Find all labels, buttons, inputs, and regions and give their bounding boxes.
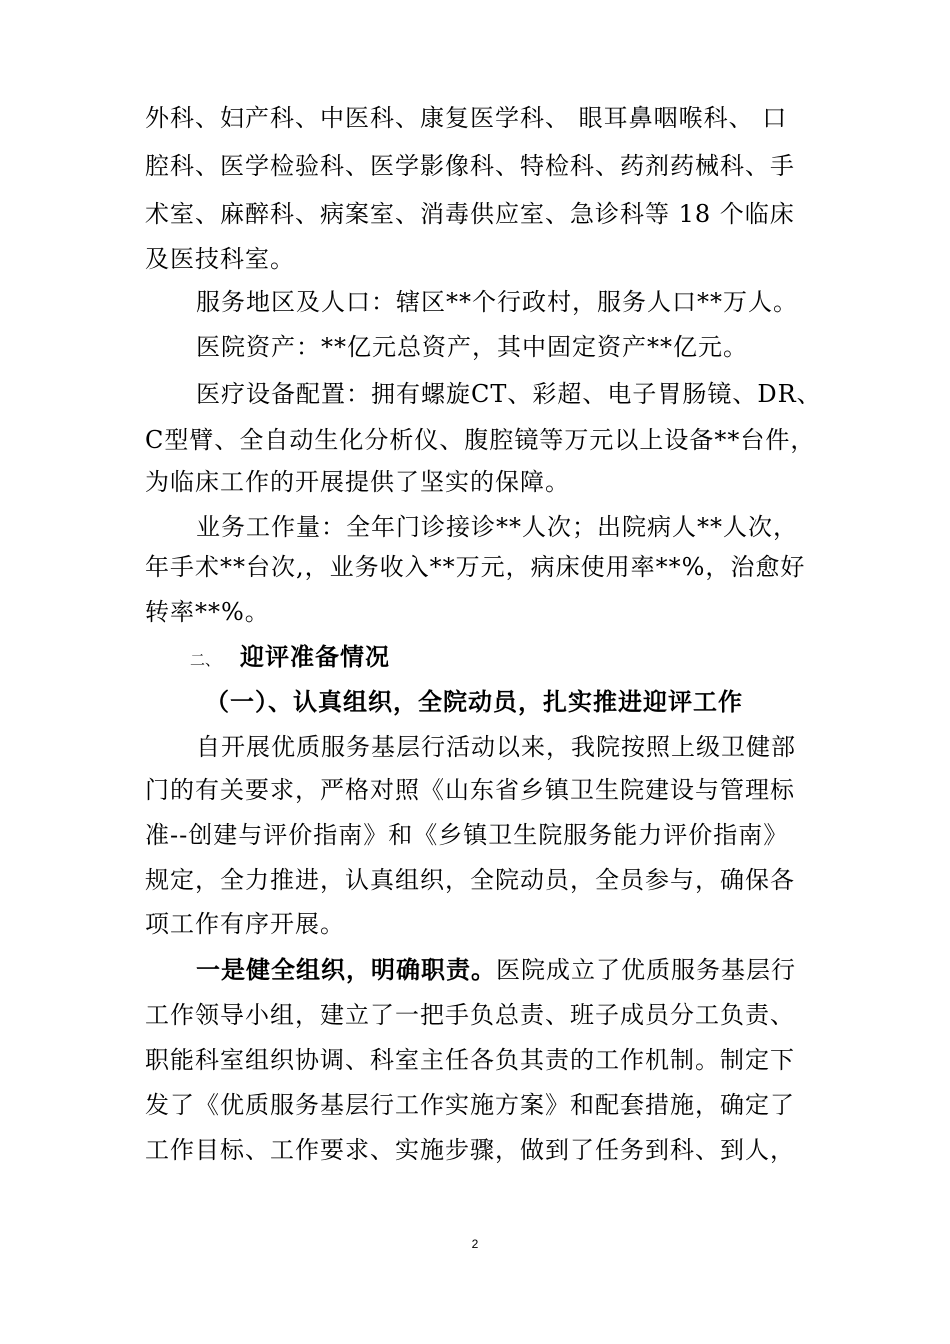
hospital-assets-line: 医院资产：**亿元总资产，其中固定资产**亿元。 — [196, 333, 748, 361]
body-line: 门的有关要求，严格对照《山东省乡镇卫生院建设与管理标 — [145, 776, 795, 804]
section-title: 迎评准备情况 — [240, 643, 390, 671]
body-line: 规定，全力推进，认真组织，全院动员，全员参与，确保各 — [145, 866, 795, 894]
workload-line: 业务工作量：全年门诊接诊**人次；出院病人**人次， — [196, 513, 798, 541]
paragraph-line: 为临床工作的开展提供了坚实的保障。 — [145, 468, 570, 496]
section-number: 二、 — [190, 651, 221, 669]
point-one-line — [196, 953, 810, 987]
paragraph-line: 术室、麻醉科、病案室、消毒供应室、急诊科等 18 个临床 — [145, 200, 795, 228]
paragraph-line: 外科、妇产科、中医科、康复医学科、 眼耳鼻咽喉科、 口 — [145, 104, 788, 132]
subheading: （一）、认真组织，全院动员，扎实推进迎评工作 — [205, 687, 743, 716]
point-one-text: 医院成立了优质服务基层行 — [496, 956, 796, 984]
body-line: 准--创建与评价指南》和《乡镇卫生院服务能力评价指南》 — [145, 821, 789, 849]
point-one-line: 职能科室组织协调、科室主任各负其责的工作机制。制定下 — [145, 1046, 795, 1074]
page-number: 2 — [471, 1237, 479, 1251]
body-line: 自开展优质服务基层行活动以来，我院按照上级卫健部 — [196, 733, 796, 761]
paragraph-line: C型臂、全自动生化分析仪、腹腔镜等万元以上设备**台件， — [145, 426, 816, 454]
point-one-line: 工作领导小组，建立了一把手负总责、班子成员分工负责、 — [145, 1001, 795, 1029]
section-heading — [190, 640, 810, 674]
paragraph-line: 年手术**台次,，业务收入**万元，病床使用率**%，治愈好 — [145, 553, 806, 581]
paragraph-line: 及医技科室。 — [145, 245, 295, 273]
body-line: 项工作有序开展。 — [145, 910, 345, 938]
service-area-line: 服务地区及人口：辖区**个行政村，服务人口**万人。 — [196, 288, 798, 316]
point-one-lead: 一是健全组织，明确职责。 — [196, 955, 496, 984]
equipment-line: 医疗设备配置：拥有螺旋CT、彩超、电子胃肠镜、DR、 — [196, 380, 822, 408]
paragraph-line: 转率**%。 — [145, 598, 270, 626]
point-one-line: 工作目标、工作要求、实施步骤，做到了任务到科、到人， — [145, 1136, 795, 1164]
point-one-line: 发了《优质服务基层行工作实施方案》和配套措施，确定了 — [145, 1091, 795, 1119]
paragraph-line: 腔科、医学检验科、医学影像科、特检科、药剂药械科、手 — [145, 152, 795, 180]
